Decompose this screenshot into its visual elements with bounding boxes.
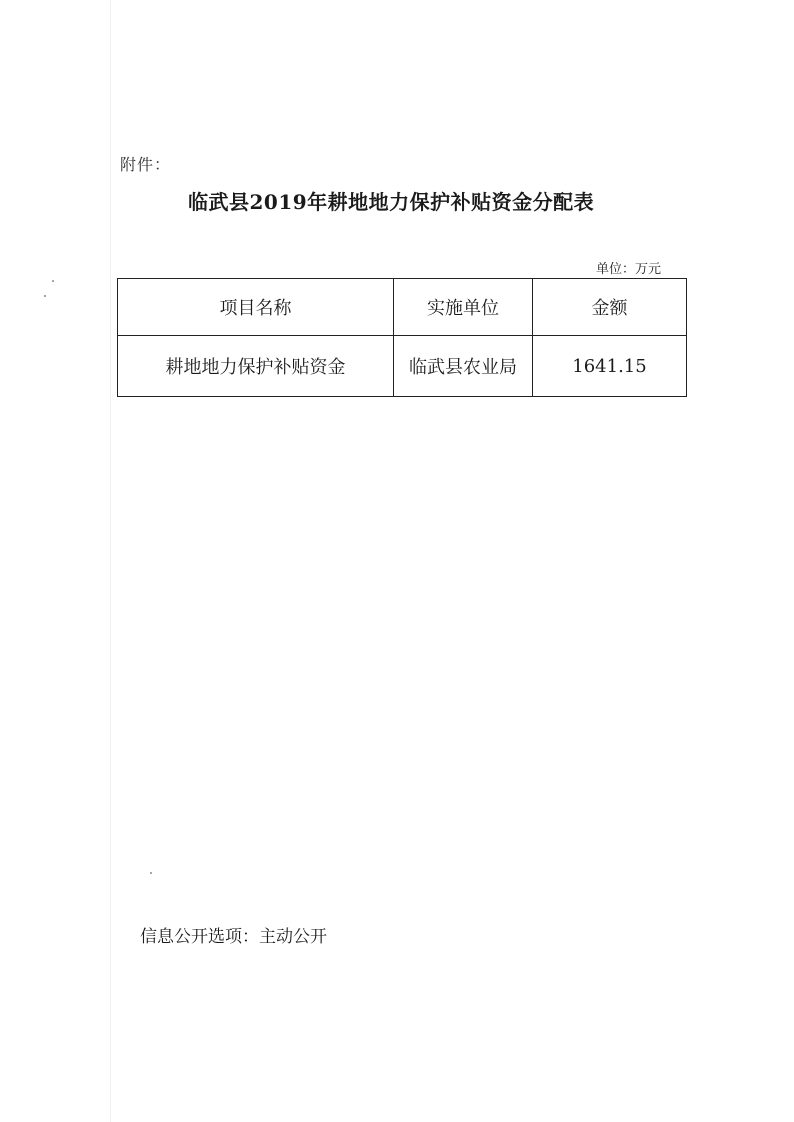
attachment-label: 附件： [120, 155, 172, 174]
scan-speck [150, 872, 152, 874]
unit-label: 单位：万元 [596, 262, 662, 277]
scan-edge-line [110, 0, 111, 1122]
header-project-name: 项目名称 [118, 279, 394, 336]
scan-speck [52, 280, 54, 282]
cell-amount: 1641.15 [533, 336, 687, 397]
cell-implementing-unit: 临武县农业局 [394, 336, 533, 397]
table-row [118, 336, 687, 397]
allocation-table [117, 278, 687, 397]
document-title: 临武县2019年耕地地力保护补贴资金分配表 [188, 190, 595, 214]
scan-speck [44, 295, 46, 297]
header-implementing-unit: 实施单位 [394, 279, 533, 336]
table-header-row [118, 279, 687, 336]
cell-project-name: 耕地地力保护补贴资金 [118, 336, 394, 397]
disclosure-option: 信息公开选项：主动公开 [140, 927, 327, 947]
header-amount: 金额 [533, 279, 687, 336]
